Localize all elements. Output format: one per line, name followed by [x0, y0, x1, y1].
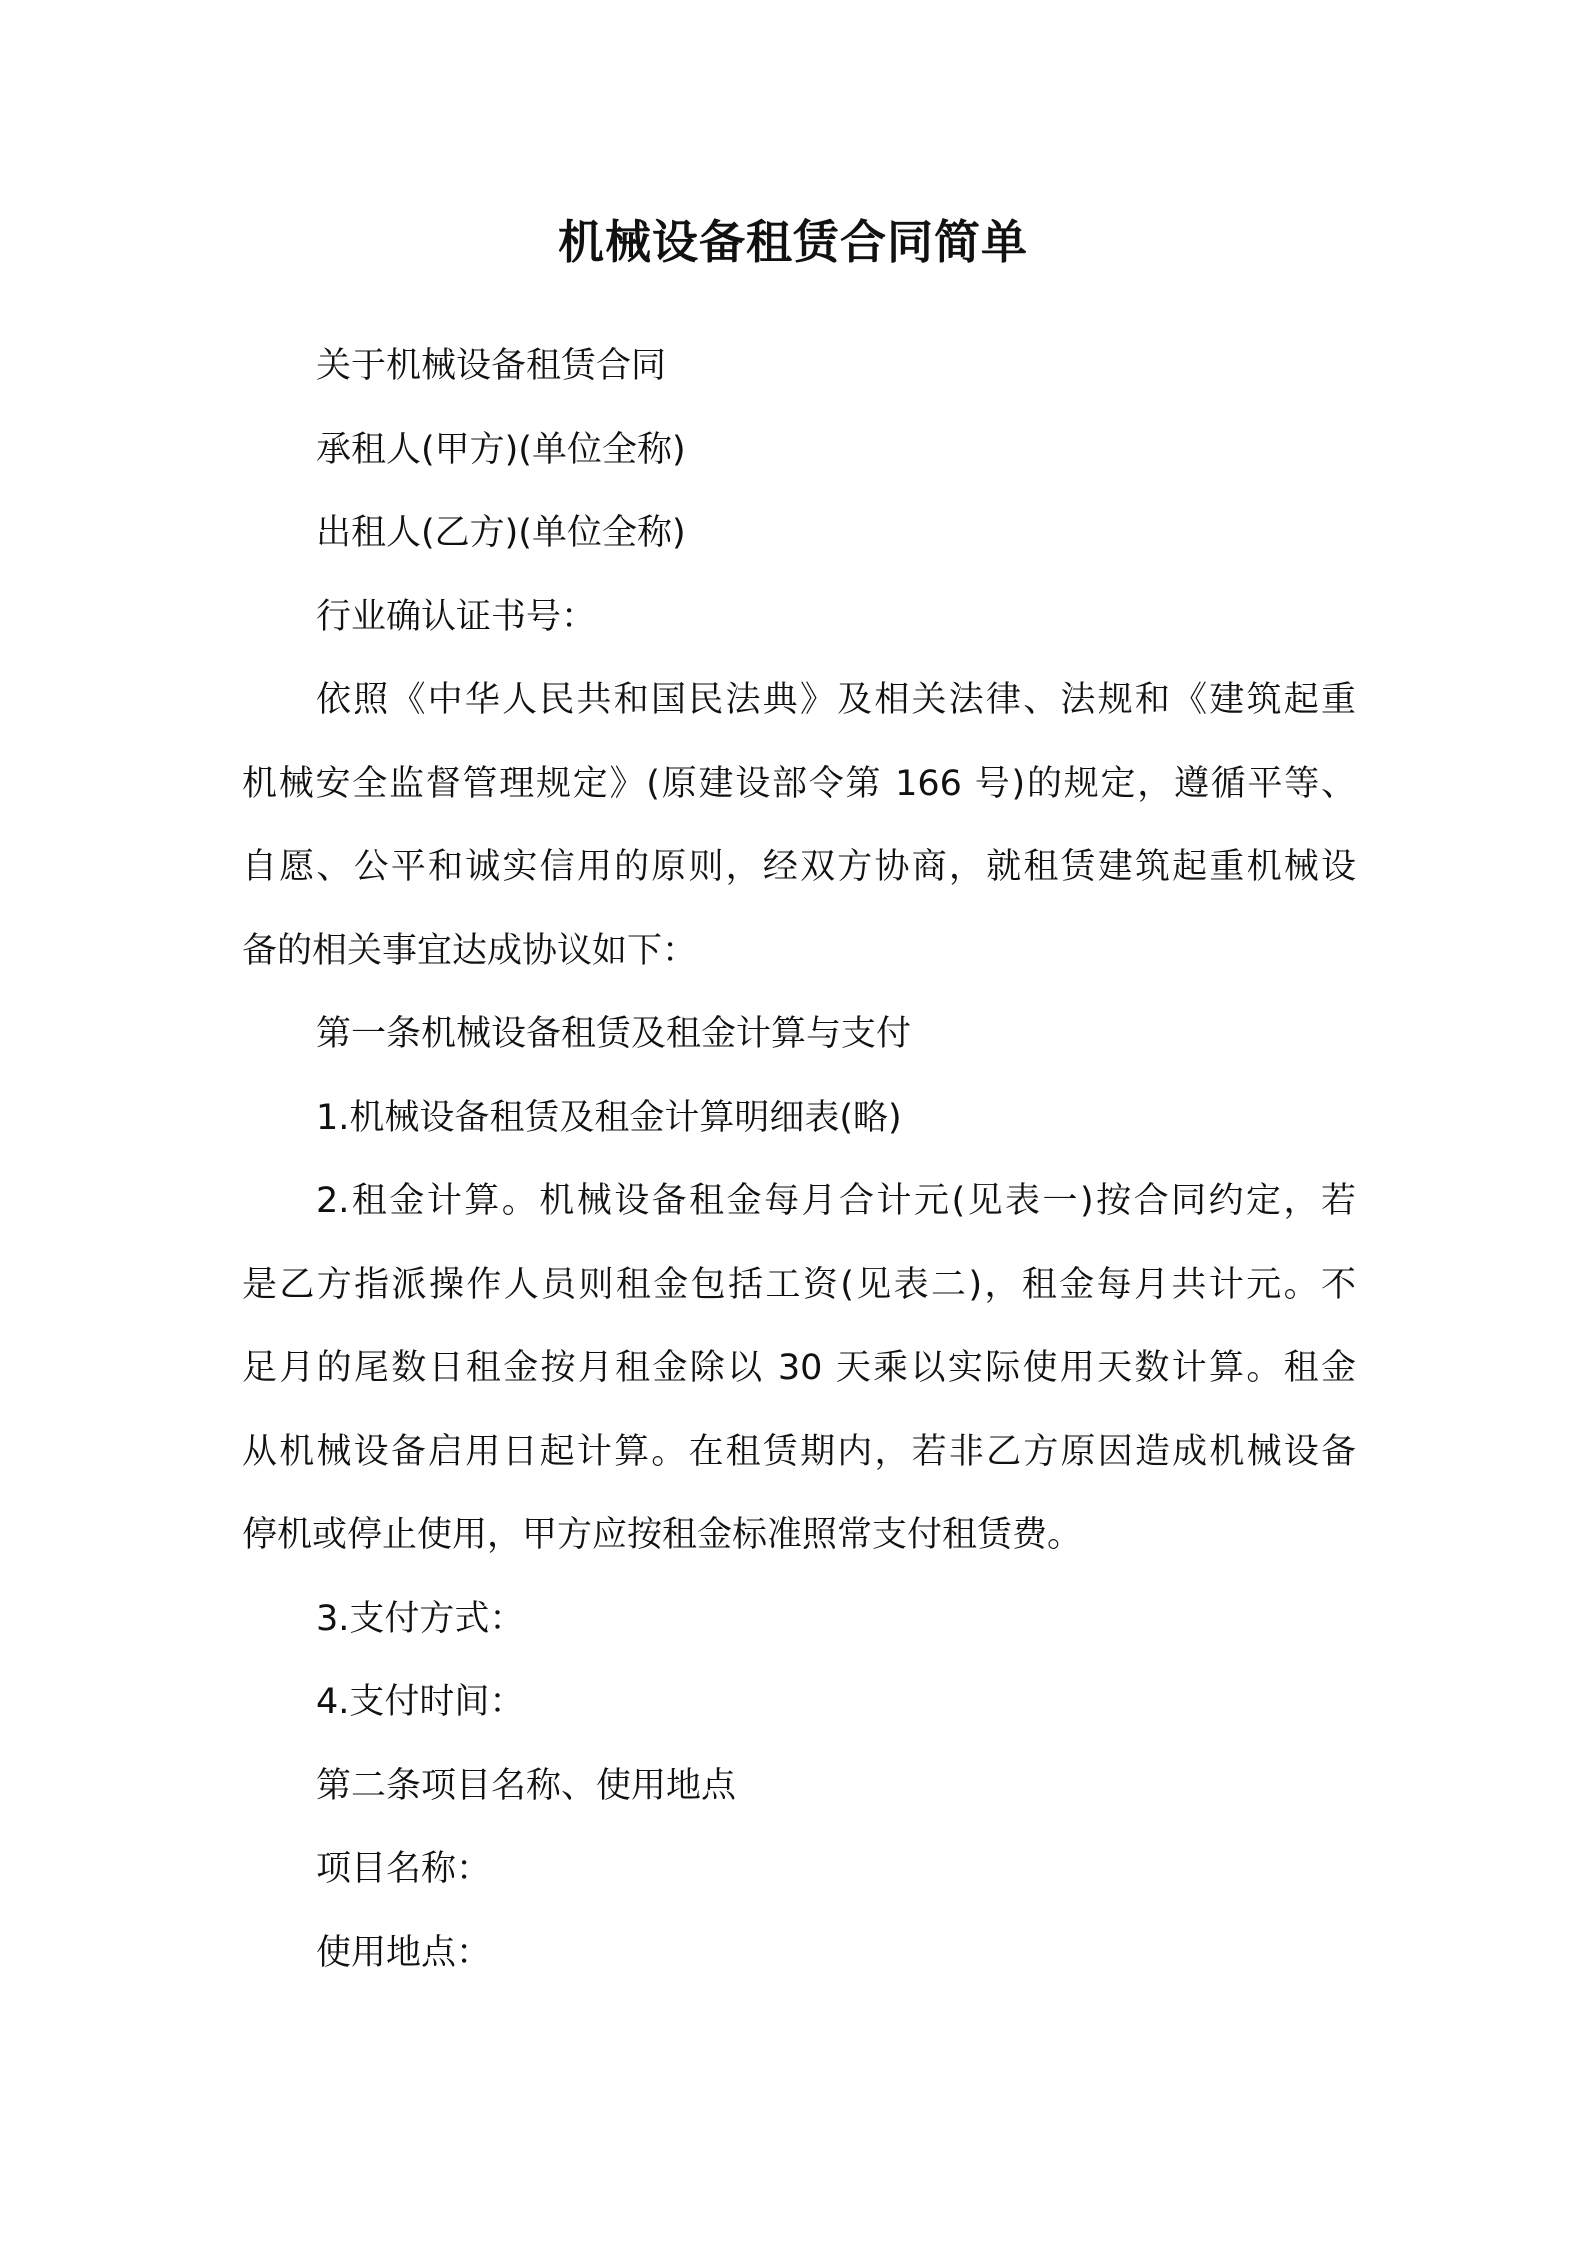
certificate-line: 行业确认证书号： — [316, 596, 597, 637]
article-1-item-1: 1.机械设备租赁及租金计算明细表(略) — [316, 1097, 902, 1138]
preamble-line-2: 机械安全监督管理规定》(原建设部令第 166 号)的规定，遵循平等、 — [242, 763, 1356, 804]
rent-calc-line-5: 停机或停止使用，甲方应按租金标准照常支付租赁费。 — [242, 1515, 1083, 1555]
preamble-line-1: 依照《中华人民共和国民法典》及相关法律、法规和《建筑起重 — [316, 680, 1356, 720]
article-1-heading: 第一条机械设备租赁及租金计算与支付 — [316, 1014, 912, 1054]
subject-line: 关于机械设备租赁合同 — [316, 346, 667, 386]
lessor-line: 出租人(乙方)(单位全称) — [316, 513, 686, 553]
rent-calc-line-2: 是乙方指派操作人员则租金包括工资(见表二)，租金每月共计元。不 — [242, 1264, 1356, 1305]
document-body — [242, 325, 1356, 1995]
rent-calc-line-4: 从机械设备启用日起计算。在租赁期内，若非乙方原因造成机械设备 — [242, 1431, 1356, 1472]
rent-calc-line-3: 足月的尾数日租金按月租金除以 30 天乘以实际使用天数计算。租金 — [242, 1348, 1356, 1388]
project-name-line: 项目名称： — [316, 1849, 492, 1889]
article-1-item-4: 4.支付时间： — [316, 1682, 525, 1722]
preamble-line-3: 自愿、公平和诚实信用的原则，经双方协商，就租赁建筑起重机械设 — [242, 847, 1356, 887]
preamble-line-4: 备的相关事宜达成协议如下： — [242, 930, 698, 971]
article-2-heading: 第二条项目名称、使用地点 — [316, 1765, 737, 1806]
lessee-line: 承租人(甲方)(单位全称) — [316, 429, 686, 470]
rent-calc-line-1: 2.租金计算。机械设备租金每月合计元(见表一)按合同约定，若 — [316, 1181, 1356, 1221]
document-title: 机械设备租赁合同简单 — [558, 215, 1028, 269]
location-line: 使用地点： — [316, 1932, 492, 1973]
article-1-item-3: 3.支付方式： — [316, 1598, 525, 1639]
